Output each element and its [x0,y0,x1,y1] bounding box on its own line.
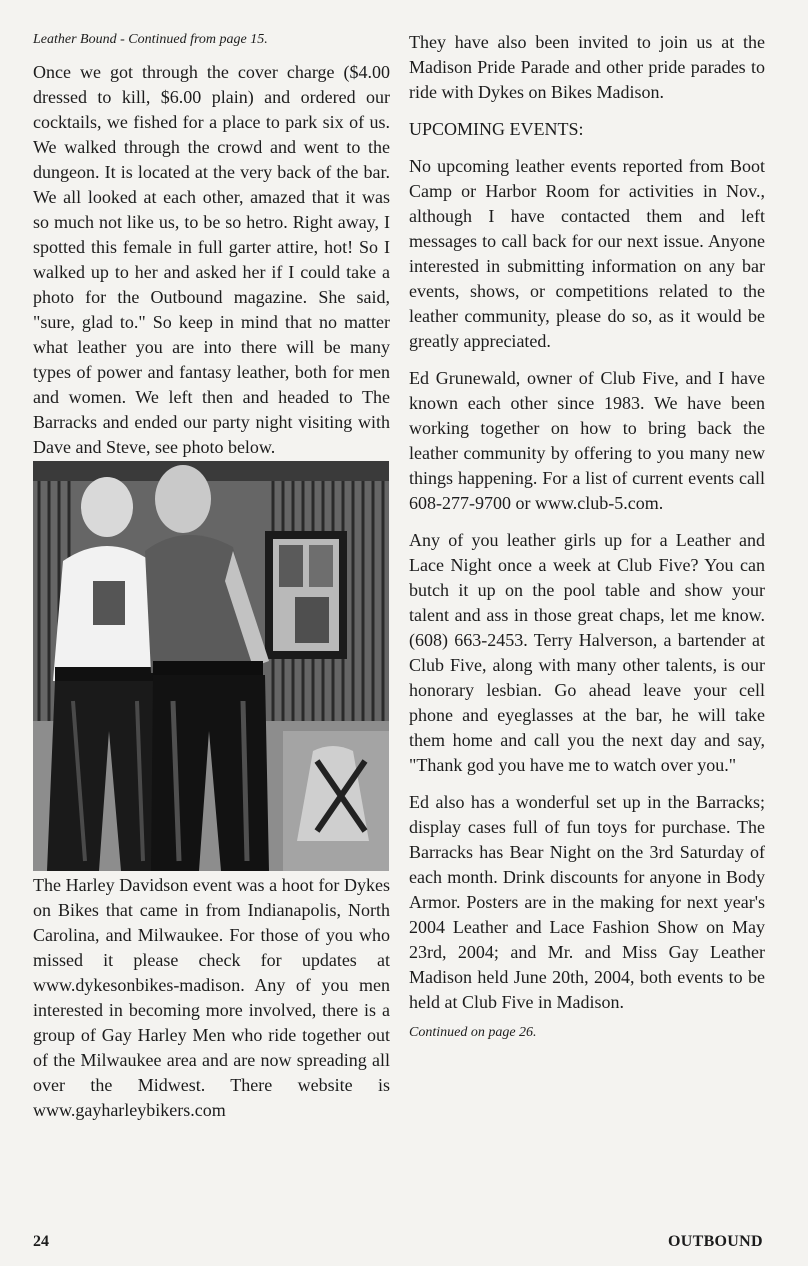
page-number: 24 [33,1233,49,1250]
bar-photo [33,461,389,871]
right-column [409,30,765,1041]
publication-name: OUTBOUND [668,1233,763,1250]
article-paragraph: Ed Grunewald, owner of Club Five, and I have known each other since 1983. We have been working together on how to bring back the leather community by offering to you many new things happening. For a list of current events call 608-277-9700 or www.club-5.com. [409,368,765,513]
article-paragraph: No upcoming leather events reported from Boot Camp or Harbor Room for activities in Nov., although I have contacted them and left messages to call back for our next issue. Anyone interested in submitting information on any bar events, shows, or competitions related to the leather community, please do so, as it would be greatly appreciated. [409,156,765,351]
left-column [33,32,390,1123]
article-paragraph: The Harley Davidson event was a hoot for Dykes on Bikes that came in from Indianapolis, North Carolina, and Milwaukee. For those of you who missed it please check for updates at www.dykesonbikes-madison. Any of you men interested in becoming more involved, there is a group of Gay Harley Men who ride together out of the Milwaukee area and are now spreading all over the Midwest. There website is www.gayharleybikers.com [33,875,390,1120]
section-heading: UPCOMING EVENTS: [409,119,584,139]
article-paragraph: They have also been invited to join us at the Madison Pride Parade and other pride parades to ride with Dykes on Bikes Madison. [409,32,765,102]
article-paragraph: Ed also has a wonderful set up in the Barracks; display cases full of fun toys for purchase. The Barracks has Bear Night on the 3rd Saturday of each month. Drink discounts for anyone in Body Armor. Posters are in the making for next year's 2004 Leather and Lace Fashion Show on May 23rd, 2004; and Mr. and Miss Gay Leather Madison held June 20th, 2004, both events to be held at Club Five in Madison. [409,792,765,1012]
article-paragraph: Once we got through the cover charge ($4.00 dressed to kill, $6.00 plain) and ordered our cocktails, we fished for a place to park six of us. We walked through the crowd and went to the dungeon. It is located at the very back of the bar. We all looked at each other, amazed that it was so much not like us, to be so hetro. Right away, I spotted this female in full garter attire, hot! So I walked up to her and asked her if I could take a photo for the Outbound magazine. She said, "sure, glad to." So keep in mind that no matter what leather you are into there will be many types of power and fantasy leather, both for men and women. We left then and headed to The Barracks and ended our party night visiting with Dave and Steve, see photo below. [33,62,390,457]
article-paragraph: Any of you leather girls up for a Leather and Lace Night once a week at Club Five? You can butch it up on the pool table and show your talent and ass in those great chaps, let me know. (608) 663-2453. Terry Halverson, a bartender at Club Five, along with many other talents, is our honorary lesbian. Go ahead leave your cell phone and eyeglasses at the bar, he will take them home and call you the next day and say, "Thank god you have me to watch over you." [409,530,765,775]
continued-from-kicker: Leather Bound - Continued from page 15. [33,32,268,47]
continued-on-note: Continued on page 26. [409,1025,537,1040]
